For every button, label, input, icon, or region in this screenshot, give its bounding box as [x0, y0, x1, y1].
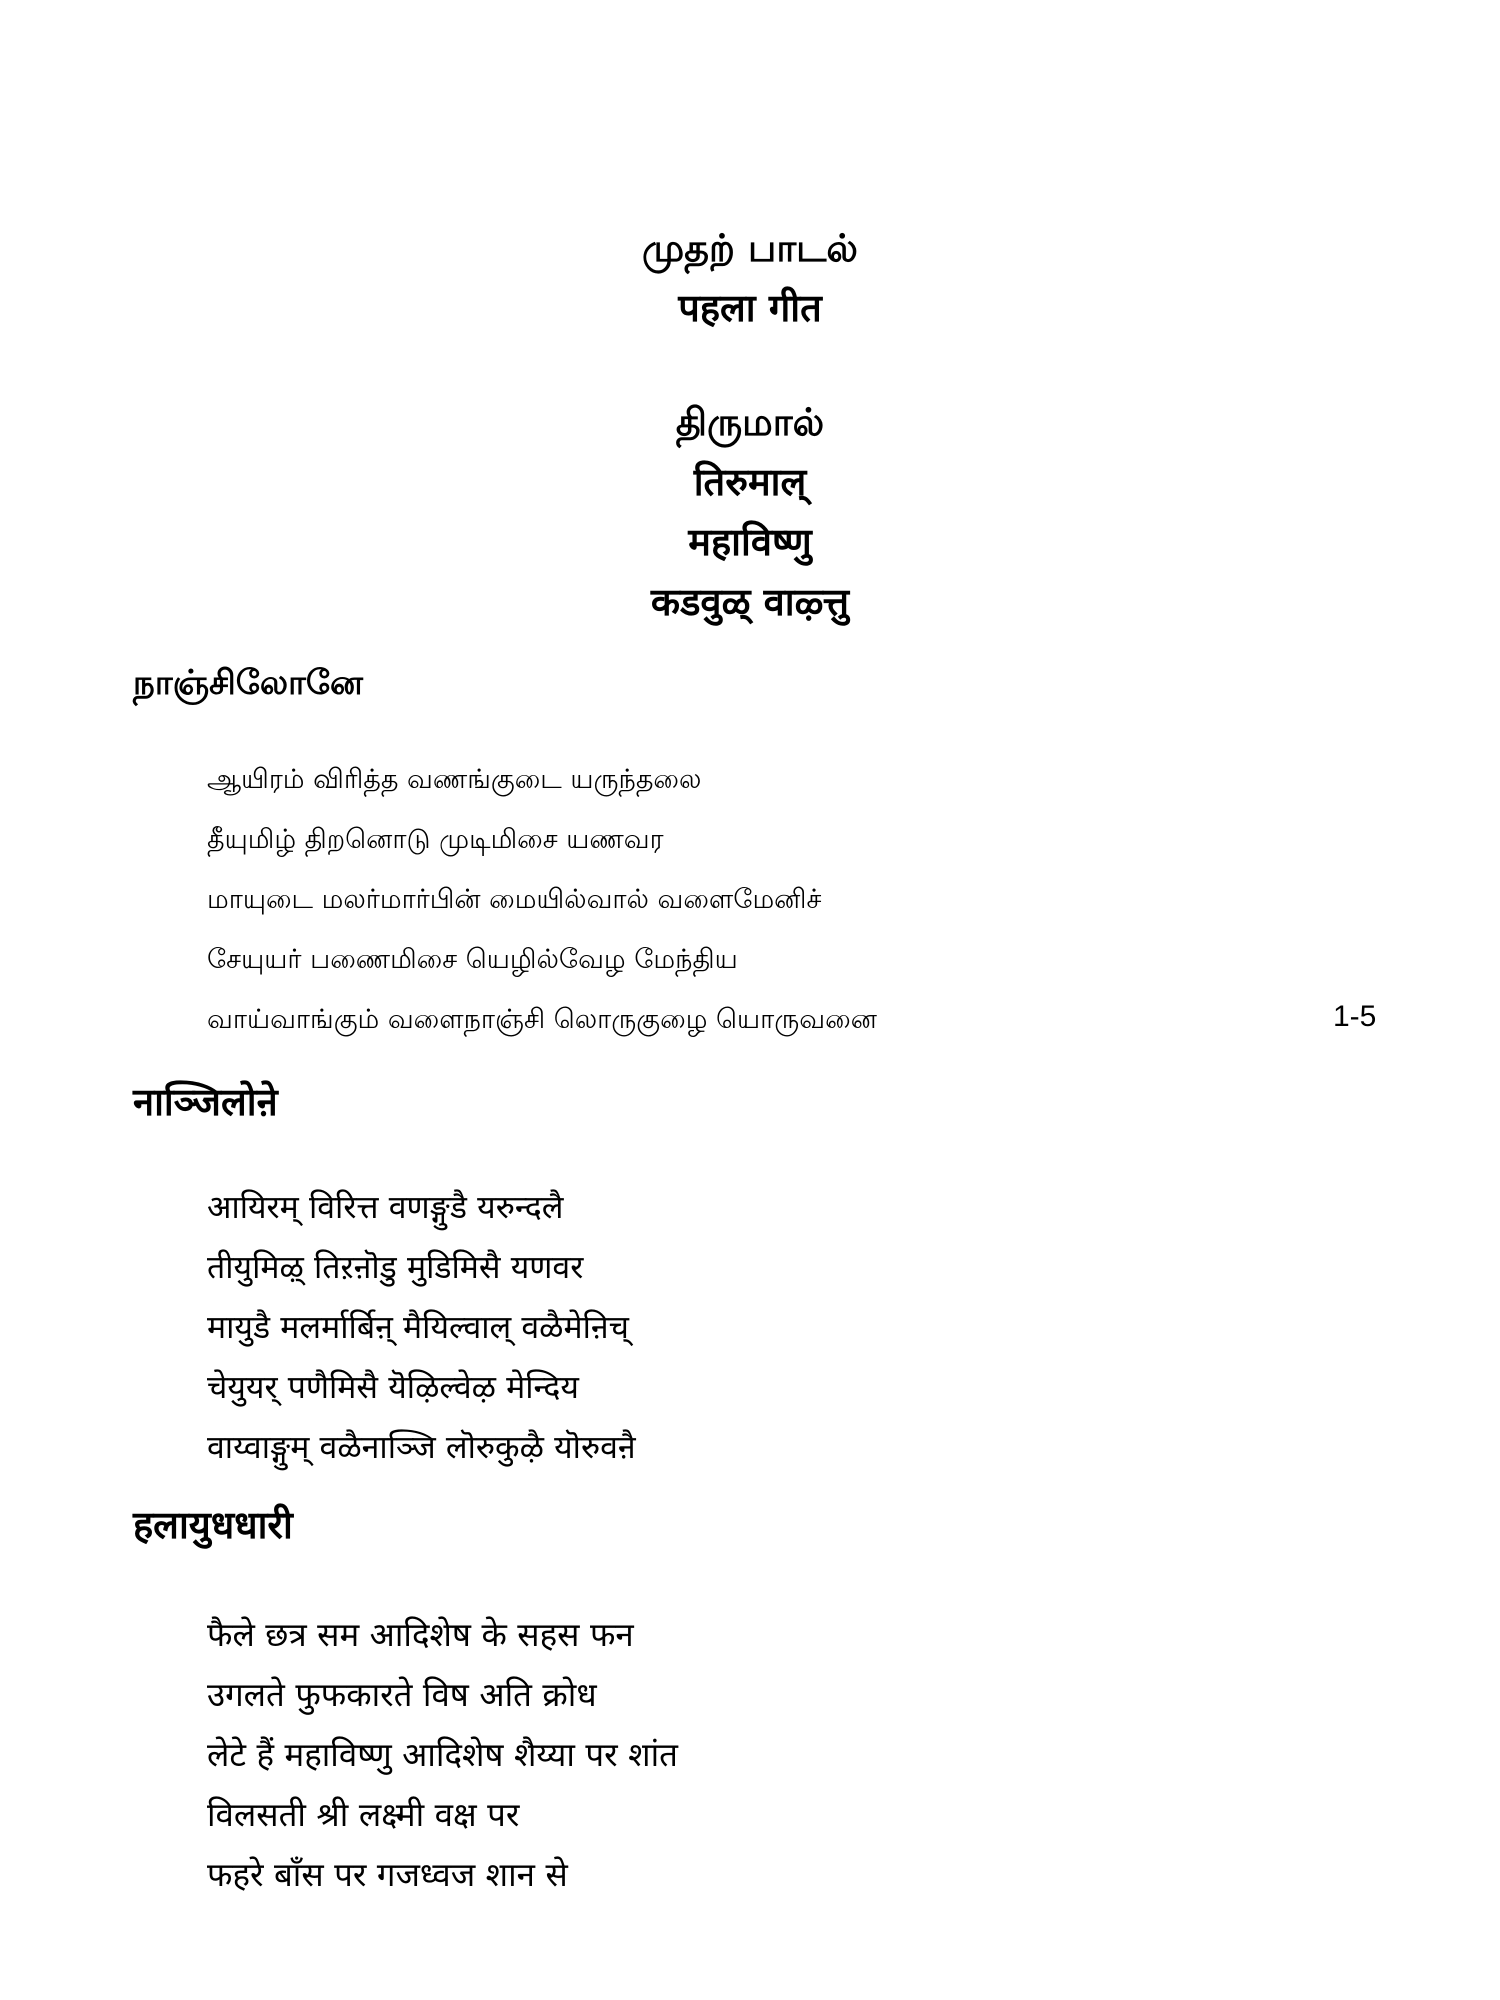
tamil-verse — [207, 750, 877, 1050]
verse-line: मायुडै मलर्मार्बिऩ् मैयिल्वाल् वळैमेऩिच् — [207, 1308, 630, 1346]
verse-line: மாயுடை மலர்மார்பின் மையில்வால் வளைமேனிச் — [207, 884, 822, 915]
tamil-deity-title: திருமால் — [675, 400, 825, 444]
invocation-title: कडवुळ् वाऴ्त्तु — [650, 580, 850, 624]
hindi-verse — [207, 1605, 678, 1905]
verse-line: लेटे हैं महाविष्णु आदिशेष शैय्या पर शांत — [207, 1735, 678, 1774]
deity-title-block — [0, 392, 1500, 632]
hindi-song-title: पहला गीत — [678, 286, 822, 330]
verse-number: 1-5 — [1333, 1000, 1377, 1033]
hindi-section-heading: हलायुधधारी — [133, 1503, 293, 1547]
tamil-section-heading: நாஞ்சிலோனே — [133, 663, 363, 703]
verse-line: वाय्वाङ्गुम् वळैनाञ्जि लॊरुकुऴै यॊरुवऩै — [207, 1428, 636, 1466]
devanagari-verse — [207, 1177, 636, 1477]
verse-line: आयिरम् विरित्त वणङ्गुडै यरुन्दलै — [207, 1188, 564, 1226]
verse-line: தீயுமிழ் திறனொடு முடிமிசை யணவர — [207, 824, 664, 855]
verse-line: उगलते फुफकारते विष अति क्रोध — [207, 1675, 597, 1714]
tamil-song-title: முதற் பாடல் — [642, 226, 858, 270]
devanagari-section-heading: नाञ्जिलोऩे — [133, 1080, 278, 1124]
hindi-deity-title: महाविष्णु — [688, 520, 812, 564]
verse-line: फैले छत्र सम आदिशेष के सहस फन — [207, 1615, 634, 1654]
song-title-block — [0, 218, 1500, 338]
verse-line: फहरे बाँस पर गजध्वज शान से — [207, 1855, 568, 1894]
devanagari-deity-title: तिरुमाल् — [693, 460, 807, 504]
verse-line: ஆயிரம் விரித்த வணங்குடை யருந்தலை — [207, 764, 702, 795]
verse-line: चेयुयर् पणैमिसै यॆऴिल्वेऴ मेन्दिय — [207, 1368, 579, 1406]
verse-line: विलसती श्री लक्ष्मी वक्ष पर — [207, 1795, 520, 1834]
verse-line: வாய்வாங்கும் வளைநாஞ்சி லொருகுழை யொருவனை — [207, 1004, 877, 1035]
verse-line: तीयुमिऴ् तिऱऩॊडु मुडिमिसै यणवर — [207, 1248, 584, 1286]
verse-line: சேயுயர் பணைமிசை யெழில்வேழ மேந்திய — [207, 944, 738, 975]
